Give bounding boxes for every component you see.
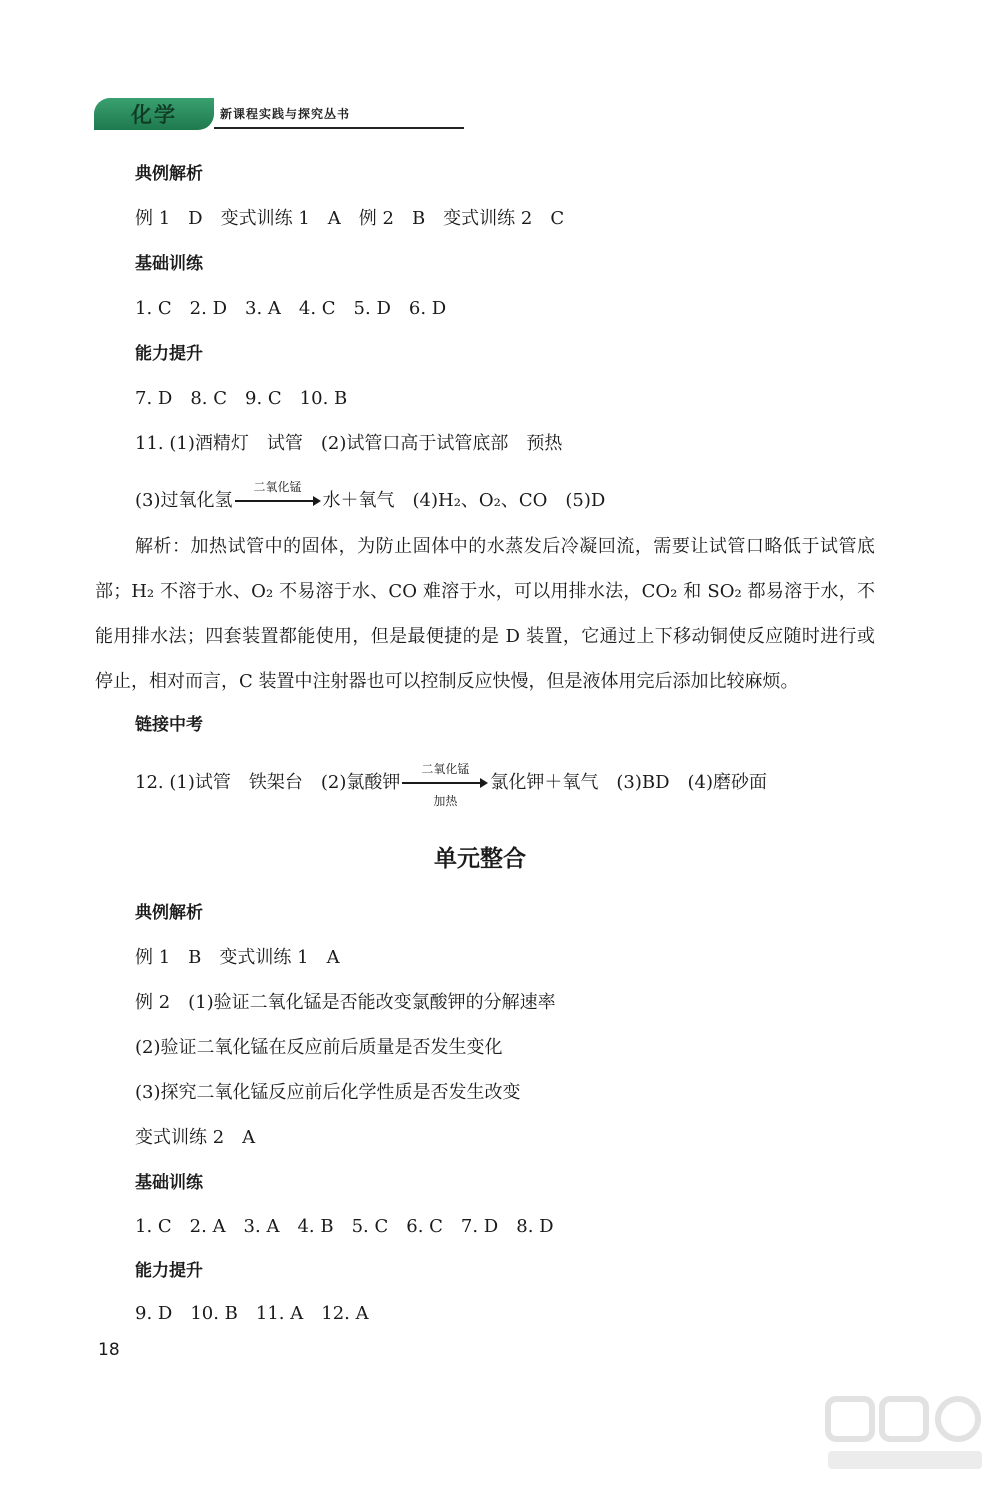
header-rule xyxy=(214,127,464,129)
variant-training-2: 变式训练 2 A xyxy=(135,1127,256,1148)
q12-reactant: 12. (1)试管 铁架台 (2)氯酸钾 xyxy=(135,772,401,793)
q12-answer-line xyxy=(135,762,767,808)
condition-label: 加热 xyxy=(433,794,458,808)
subject-badge xyxy=(94,98,214,130)
basic-heading: 基础训练 xyxy=(135,254,203,274)
q12-products: 氯化钾＋氧气 (3)BD (4)磨砂面 xyxy=(490,772,767,793)
series-title: 新课程实践与探究丛书 xyxy=(220,107,351,121)
ability-heading: 能力提升 xyxy=(135,344,203,364)
page-number: 18 xyxy=(98,1340,120,1360)
basic-answers: 1. C 2. D 3. A 4. C 5. D 6. D xyxy=(135,298,447,319)
example2-line1: 例 2 (1)验证二氧化锰是否能改变氯酸钾的分解速率 xyxy=(135,992,556,1013)
subject-label: 化学 xyxy=(131,103,177,127)
watermark-logo xyxy=(820,1395,990,1475)
section-title: 单元整合 xyxy=(434,846,526,872)
catalyst-label: 二氧化锰 xyxy=(421,762,470,776)
page-header xyxy=(94,98,374,132)
typical-answers: 例 1 D 变式训练 1 A 例 2 B 变式训练 2 C xyxy=(135,208,565,229)
reaction-arrow xyxy=(235,480,321,513)
basic-heading-2: 基础训练 xyxy=(135,1173,203,1193)
typical-heading: 典例解析 xyxy=(135,164,203,184)
q11-products: 水＋氧气 (4)H₂、O₂、CO (5)D xyxy=(322,490,606,511)
q11-answer-line1: 11. (1)酒精灯 试管 (2)试管口高于试管底部 预热 xyxy=(135,433,563,454)
ability-heading-2: 能力提升 xyxy=(135,1261,203,1281)
ability-answers: 7. D 8. C 9. C 10. B xyxy=(135,388,348,409)
example2-line3: (3)探究二氧化锰反应前后化学性质是否发生改变 xyxy=(135,1082,521,1103)
basic-answers-2: 1. C 2. A 3. A 4. B 5. C 6. C 7. D 8. D xyxy=(135,1216,554,1237)
catalyst-label: 二氧化锰 xyxy=(253,480,302,494)
q11-reactant: (3)过氧化氢 xyxy=(135,490,233,511)
example2-line2: (2)验证二氧化锰在反应前后质量是否发生变化 xyxy=(135,1037,503,1058)
analysis-paragraph: 解析：加热试管中的固体，为防止固体中的水蒸发后冷凝回流，需要让试管口略低于试管底部；H₂ 不溶于水、O₂ 不易溶于水、CO 难溶于水，可以用排水法，CO₂ 和 SO₂ 都易溶于水，不能用排水法；四套装置都能使用，但是最便捷的是 D 装置，它通过上下移动铜使反应随时进行或停止，相对而言，C 装置中注射器也可以控制反应快慢，但是液体用完后添加比较麻烦。 xyxy=(95,536,875,692)
exam-heading: 链接中考 xyxy=(135,715,203,735)
q11-answer-line2 xyxy=(135,480,606,513)
ability-answers-2: 9. D 10. B 11. A 12. A xyxy=(135,1303,369,1324)
reaction-arrow xyxy=(402,762,488,808)
typical-heading-2: 典例解析 xyxy=(135,903,203,923)
example1-answers: 例 1 B 变式训练 1 A xyxy=(135,947,340,968)
